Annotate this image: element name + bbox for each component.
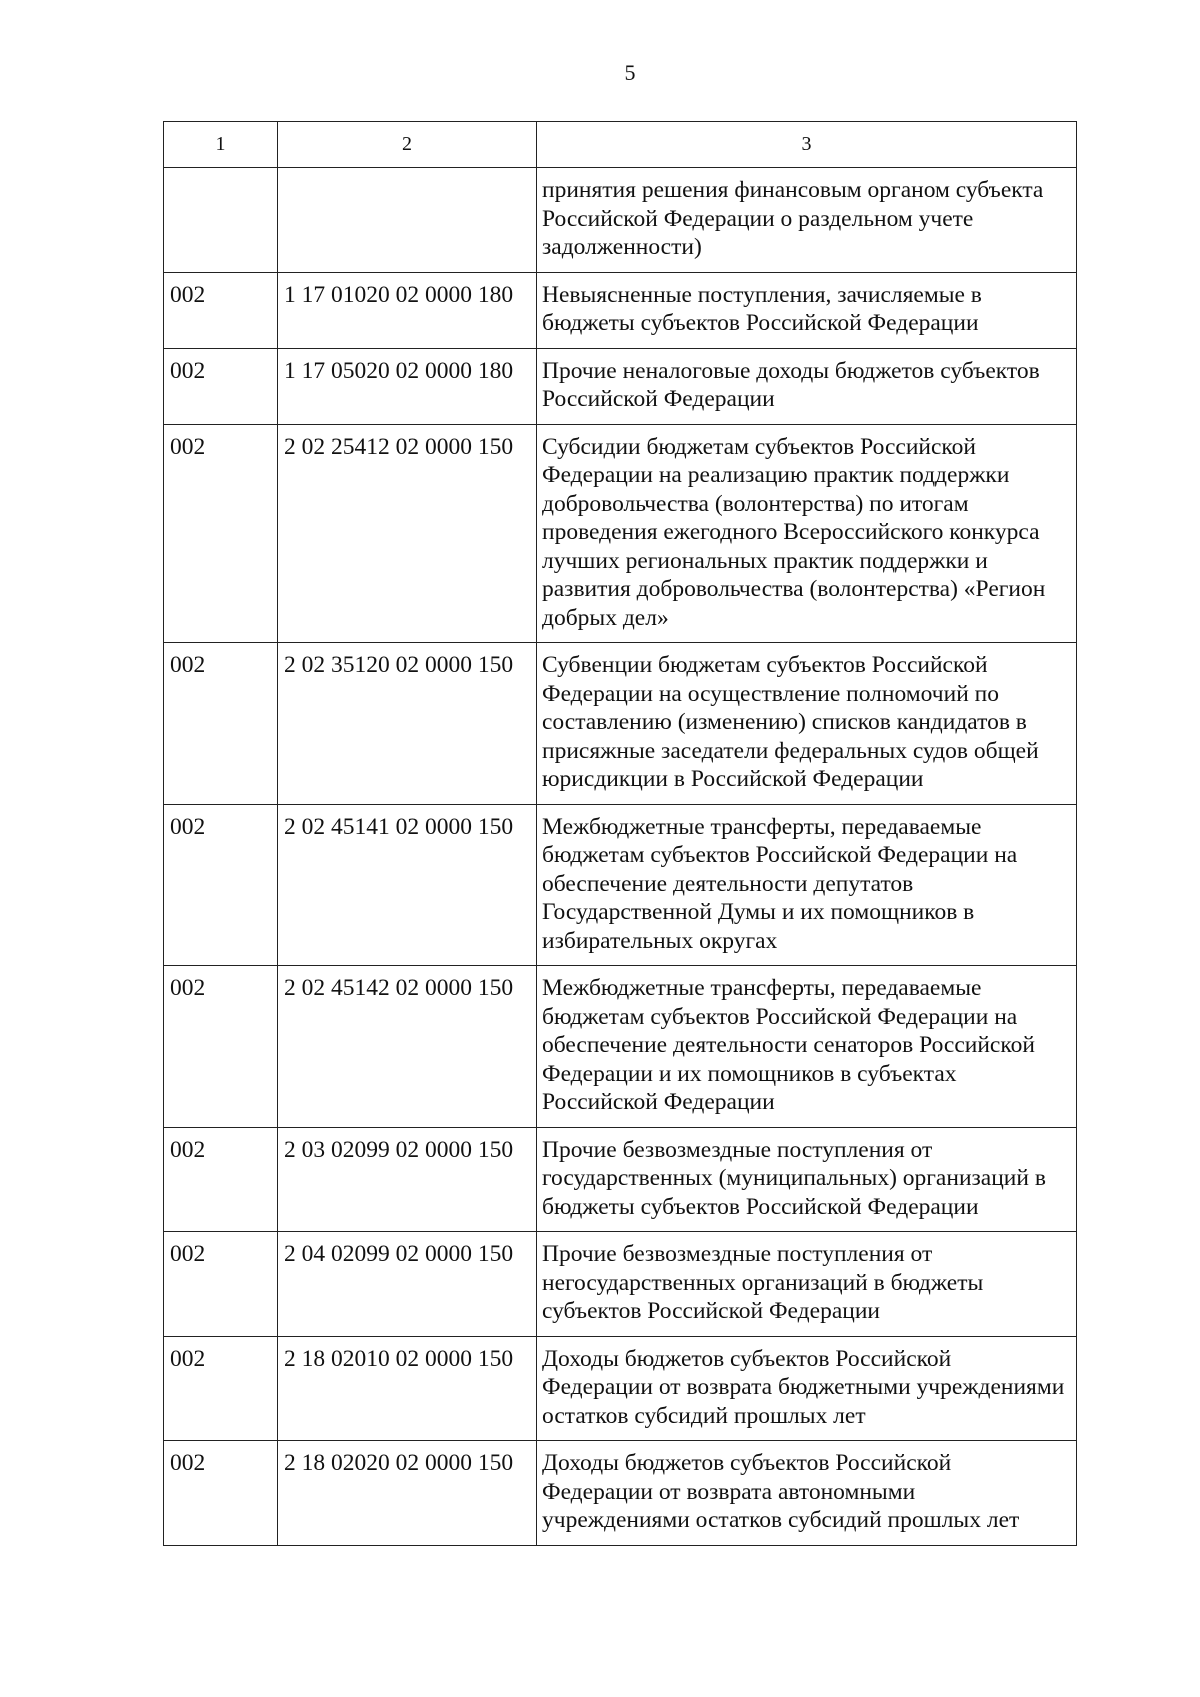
table-row	[164, 168, 1077, 273]
revenue-description-cell: Прочие безвозмездные поступления от негосударственных организаций в бюджеты субъектов Российской Федерации	[537, 1232, 1077, 1337]
revenue-code-cell	[278, 168, 537, 273]
admin-code-cell: 002	[164, 966, 278, 1128]
revenue-code-cell: 2 02 35120 02 0000 150	[278, 643, 537, 805]
table-row	[164, 424, 1077, 643]
admin-code-cell: 002	[164, 272, 278, 348]
revenue-description-cell: Невыясненные поступления, зачисляемые в бюджеты субъектов Российской Федерации	[537, 272, 1077, 348]
column-header-2: 2	[278, 122, 537, 168]
page-number: 5	[624, 60, 636, 85]
revenue-description-cell: Субсидии бюджетам субъектов Российской Федерации на реализацию практик поддержки добровольчества (волонтерства) по итогам проведения ежегодного Всероссийского конкурса лучших региональных практик поддержки и развития добровольчества (волонтерства) «Регион добрых дел»	[537, 424, 1077, 643]
table-row	[164, 1127, 1077, 1232]
table-row	[164, 348, 1077, 424]
admin-code-cell: 002	[164, 643, 278, 805]
admin-code-cell: 002	[164, 1336, 278, 1441]
revenue-description-cell: Субвенции бюджетам субъектов Российской Федерации на осуществление полномочий по составлению (изменению) списков кандидатов в присяжные заседатели федеральных судов общей юрисдикции в Российской Федерации	[537, 643, 1077, 805]
table-row	[164, 804, 1077, 966]
revenue-code-cell: 2 18 02020 02 0000 150	[278, 1441, 537, 1546]
admin-code-cell: 002	[164, 1441, 278, 1546]
revenue-description-cell: принятия решения финансовым органом субъекта Российской Федерации о раздельном учете задолженности)	[537, 168, 1077, 273]
table-row	[164, 272, 1077, 348]
table-row	[164, 966, 1077, 1128]
revenue-code-cell: 2 02 45141 02 0000 150	[278, 804, 537, 966]
revenue-code-cell: 2 18 02010 02 0000 150	[278, 1336, 537, 1441]
table-row	[164, 1336, 1077, 1441]
admin-code-cell: 002	[164, 1232, 278, 1337]
table-row	[164, 1441, 1077, 1546]
admin-code-cell	[164, 168, 278, 273]
table-row	[164, 643, 1077, 805]
revenue-code-cell: 2 03 02099 02 0000 150	[278, 1127, 537, 1232]
table-body	[164, 168, 1077, 1546]
revenue-description-cell: Межбюджетные трансферты, передаваемые бюджетам субъектов Российской Федерации на обеспечение деятельности депутатов Государственной Думы и их помощников в избирательных округах	[537, 804, 1077, 966]
admin-code-cell: 002	[164, 424, 278, 643]
revenue-code-cell: 1 17 05020 02 0000 180	[278, 348, 537, 424]
admin-code-cell: 002	[164, 1127, 278, 1232]
column-header-3: 3	[537, 122, 1077, 168]
table-header	[164, 122, 1077, 168]
header-row	[164, 122, 1077, 168]
revenue-codes-table	[163, 121, 1077, 1546]
revenue-code-cell: 2 02 25412 02 0000 150	[278, 424, 537, 643]
revenue-description-cell: Доходы бюджетов субъектов Российской Федерации от возврата бюджетными учреждениями остатков субсидий прошлых лет	[537, 1336, 1077, 1441]
revenue-description-cell: Прочие безвозмездные поступления от государственных (муниципальных) организаций в бюджеты субъектов Российской Федерации	[537, 1127, 1077, 1232]
revenue-code-cell: 1 17 01020 02 0000 180	[278, 272, 537, 348]
revenue-description-cell: Доходы бюджетов субъектов Российской Федерации от возврата автономными учреждениями остатков субсидий прошлых лет	[537, 1441, 1077, 1546]
revenue-description-cell: Межбюджетные трансферты, передаваемые бюджетам субъектов Российской Федерации на обеспечение деятельности сенаторов Российской Федерации и их помощников в субъектах Российской Федерации	[537, 966, 1077, 1128]
admin-code-cell: 002	[164, 348, 278, 424]
table-row	[164, 1232, 1077, 1337]
revenue-code-cell: 2 02 45142 02 0000 150	[278, 966, 537, 1128]
admin-code-cell: 002	[164, 804, 278, 966]
column-header-1: 1	[164, 122, 278, 168]
revenue-description-cell: Прочие неналоговые доходы бюджетов субъектов Российской Федерации	[537, 348, 1077, 424]
revenue-code-cell: 2 04 02099 02 0000 150	[278, 1232, 537, 1337]
